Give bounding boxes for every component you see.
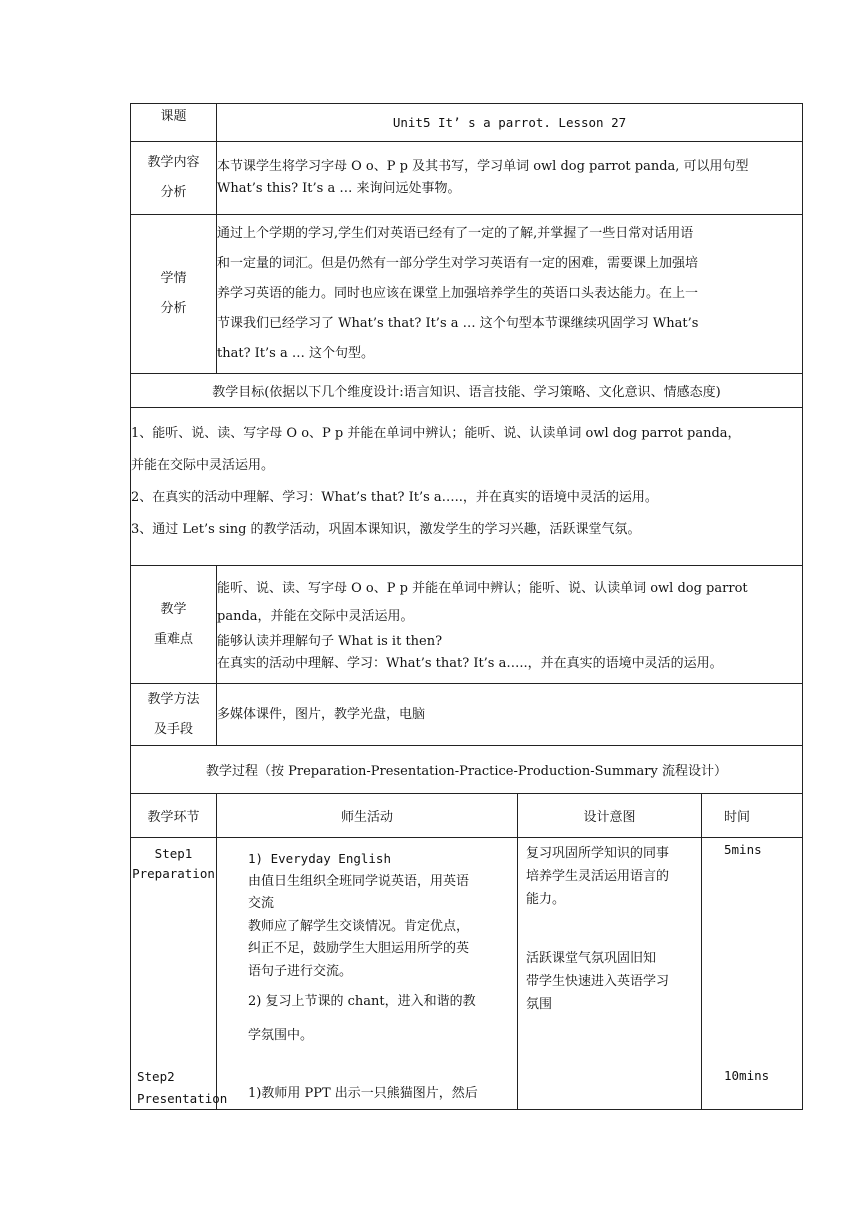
- key-points-line: 能够认读并理解句子 What is it then?: [217, 633, 443, 649]
- step2-activity-line: 1)教师用 PPT 出示一只熊猫图片，然后: [248, 1086, 478, 1101]
- key-points-label-line: 教学: [160, 601, 187, 617]
- objective-line: 2、在真实的活动中理解、学习：What’s that? It’s a…..，并在真实的语境中灵活的运用。: [131, 490, 658, 505]
- objectives-row: [131, 408, 803, 566]
- step1-activity-line: 2) 复习上节课的 chant，进入和谐的教: [248, 994, 476, 1009]
- methods-row: [131, 684, 803, 746]
- content-analysis-line: What’s this? It’s a … 来询问远处事物。: [217, 181, 461, 196]
- topic-row: [131, 104, 803, 142]
- step1-activity-line: 交流: [248, 896, 275, 911]
- content-analysis-label: [131, 142, 217, 215]
- content-analysis-text: [217, 142, 803, 215]
- key-points-line: 在真实的活动中理解、学习：What’s that? It’s a…..，并在真实的语境中灵活的运用。: [217, 655, 723, 671]
- process-heading: 教学过程（按 Preparation-Presentation-Practice-Production-Summary 流程设计）: [131, 746, 803, 794]
- step2-name-line: Presentation: [137, 1091, 228, 1106]
- step2-time: 10mins: [724, 1068, 770, 1083]
- step1-intent-line: 能力。: [526, 892, 566, 907]
- key-points-label-line: 重难点: [153, 631, 193, 647]
- key-points-line: panda，并能在交际中灵活运用。: [217, 608, 414, 624]
- column-header-time: 时间: [702, 794, 803, 838]
- step1-intent-line: 活跃课堂气氛巩固旧知: [526, 951, 657, 966]
- topic-label: 课题: [131, 104, 217, 142]
- step1-activity-line: 由值日生组织全班同学说英语，用英语: [248, 873, 470, 889]
- step2-name-line: Step2: [137, 1069, 175, 1084]
- student-analysis-row: [131, 215, 803, 374]
- content-analysis-line: 本节课学生将学习字母 O o、P p 及其书写，学习单词 owl dog parrot panda, 可以用句型: [217, 159, 749, 174]
- process-columns-row: [131, 794, 803, 838]
- student-analysis-line: 通过上个学期的学习,学生们对英语已经有了一定的了解,并掌握了一些日常对话用语: [217, 226, 694, 241]
- step1-intent-line: 带学生快速进入英语学习: [526, 974, 670, 989]
- step1-activity-line: 纠正不足，鼓励学生大胆运用所学的英: [248, 941, 470, 956]
- student-analysis-label: [131, 215, 217, 374]
- step1-activity-line: 学氛围中。: [248, 1028, 314, 1043]
- step1-name-line: Step1: [154, 846, 193, 861]
- step1-intent-line: 氛围: [526, 997, 553, 1012]
- methods-label: [131, 684, 217, 746]
- key-points-text: [217, 566, 803, 684]
- lesson-plan-table: [130, 103, 803, 1110]
- objectives-heading-row: [131, 374, 803, 408]
- step1-time: 5mins: [724, 842, 762, 857]
- process-steps-row: [131, 838, 803, 1110]
- activity-cell: [217, 838, 518, 1110]
- process-heading-row: [131, 746, 803, 794]
- student-analysis-line: 养学习英语的能力。同时也应该在课堂上加强培养学生的英语口头表达能力。在上一: [217, 286, 699, 301]
- step1-activity-line: 教师应了解学生交谈情况。肯定优点，: [248, 918, 470, 934]
- column-header-intent: 设计意图: [518, 794, 702, 838]
- step1-intent-line: 复习巩固所学知识的同事: [526, 846, 670, 861]
- content-analysis-label-line: 分析: [160, 185, 187, 200]
- step1-activity-line: 语句子进行交流。: [248, 963, 353, 979]
- student-analysis-line: 节课我们已经学习了 What’s that? It’s a … 这个句型本节课继续巩固学习 What’s: [217, 316, 699, 331]
- column-header-stage: 教学环节: [131, 794, 217, 838]
- step1-activity-line: 1) Everyday English: [248, 851, 391, 866]
- objective-line: 1、能听、说、读、写字母 O o、P p 并能在单词中辨认；能听、说、认读单词 owl dog parrot panda，: [131, 426, 741, 441]
- methods-label-line: 教学方法: [147, 691, 200, 707]
- objectives-heading: 教学目标(依据以下几个维度设计:语言知识、语言技能、学习策略、文化意识、情感态度): [131, 374, 803, 408]
- objective-line: 并能在交际中灵活运用。: [131, 458, 275, 473]
- step1-name-line: Preparation: [132, 866, 215, 881]
- methods-value: 多媒体课件，图片，教学光盘，电脑: [217, 684, 803, 746]
- content-analysis-label-line: 教学内容: [147, 155, 200, 170]
- student-analysis-line: that? It’s a … 这个句型。: [217, 346, 374, 361]
- intent-cell: [518, 838, 702, 1110]
- time-cell: [702, 838, 803, 1110]
- content-analysis-row: [131, 142, 803, 215]
- key-points-line: 能听、说、读、写字母 O o、P p 并能在单词中辨认；能听、说、认读单词 owl dog parrot: [217, 580, 748, 596]
- column-header-activity: 师生活动: [217, 794, 518, 838]
- student-analysis-label-line: 学情: [160, 271, 187, 286]
- step1-intent-line: 培养学生灵活运用语言的: [526, 869, 670, 884]
- step2-activity: [248, 1082, 478, 1101]
- objective-line: 3、通过 Let’s sing 的教学活动，巩固本课知识，激发学生的学习兴趣，活跃课堂气氛。: [131, 522, 641, 537]
- topic-value: Unit5 It’ s a parrot. Lesson 27: [217, 104, 803, 142]
- key-points-label: [131, 566, 217, 684]
- methods-label-line: 及手段: [153, 721, 193, 737]
- key-points-row: [131, 566, 803, 684]
- objectives-text: [131, 408, 803, 566]
- student-analysis-label-line: 分析: [160, 301, 187, 316]
- student-analysis-text: [217, 215, 803, 374]
- student-analysis-line: 和一定量的词汇。但是仍然有一部分学生对学习英语有一定的困难，需要课上加强培: [217, 256, 699, 271]
- stage-cell: [131, 838, 228, 1110]
